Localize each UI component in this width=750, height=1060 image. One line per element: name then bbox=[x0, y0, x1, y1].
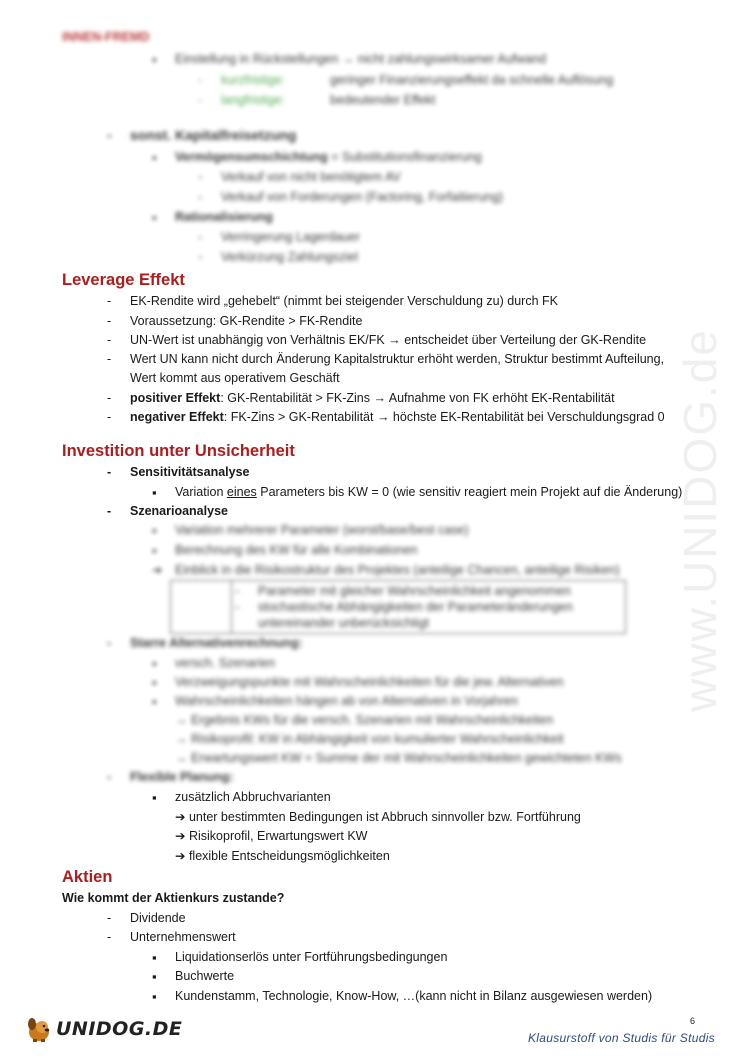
aktien-item: - Dividende bbox=[130, 911, 186, 925]
scenario-heading: - Szenarioanalyse bbox=[130, 504, 228, 518]
aktien-subitem: ▪ Kundenstamm, Technologie, Know-How, …(kann nicht in Bilanz ausgewiesen werden) bbox=[175, 989, 652, 1003]
blur-line: - stochastische Abhängigkeiten der Parameteränderungen bbox=[258, 600, 573, 614]
innen-fremd-heading: INNEN-FREMD bbox=[62, 30, 150, 44]
blur-line: → Erwartungswert KW = Summe der mit Wahrscheinlichkeiten gewichteten KWs bbox=[175, 751, 622, 765]
blur-heading: - Starre Alternativenrechnung: bbox=[130, 636, 303, 650]
blur-line: bedeutender Effekt bbox=[330, 93, 436, 107]
blur-line: untereinander unberücksichtigt bbox=[258, 616, 429, 630]
blur-line: ▪ versch. Szenarien bbox=[175, 656, 275, 670]
blur-line: geringer Finanzierungseffekt da schnelle Auflösung bbox=[330, 73, 614, 87]
flexible-item: ➔ unter bestimmten Bedingungen ist Abbruch sinnvoller bzw. Fortführung bbox=[175, 810, 581, 824]
watermark: www.UNIDOG.de bbox=[674, 328, 726, 712]
leverage-item-cont: Wert kommt aus operativem Geschäft bbox=[130, 371, 340, 385]
flexible-item: ➔ Risikoprofil, Erwartungswert KW bbox=[175, 829, 368, 843]
sensitivity-item: ▪ Variation eines Parameters bis KW = 0 (wie sensitiv reagiert mein Projekt auf die Änderung) bbox=[175, 485, 682, 499]
arrow-icon: ➔ bbox=[175, 810, 189, 824]
blur-line: ▪ Einstellung in Rückstellungen → nicht zahlungswirksamer Aufwand bbox=[175, 52, 546, 66]
blur-line: ▪ Wahrscheinlichkeiten hängen ab von Alternativen in Vorjahren bbox=[175, 694, 518, 708]
footer-tagline: Klausurstoff von Studis für Studis bbox=[528, 1031, 715, 1045]
leverage-item: - UN-Wert ist unabhängig von Verhältnis EK/FK → entscheidet über Verteilung der GK-Rendite bbox=[130, 333, 646, 347]
blur-heading: - Flexible Planung: bbox=[130, 770, 234, 784]
flexible-item: ▪ zusätzlich Abbruchvarianten bbox=[175, 790, 331, 804]
arrow-icon: ➔ bbox=[175, 849, 189, 863]
blur-line: - Verkauf von Forderungen (Factoring, Forfaitierung) bbox=[221, 190, 503, 204]
blur-line: - Verringerung Lagerdauer bbox=[221, 230, 360, 244]
leverage-item: - Voraussetzung: GK-Rendite > FK-Rendite bbox=[130, 314, 362, 328]
aktien-heading: Aktien bbox=[62, 868, 113, 886]
aktien-subitem: ▪ Liquidationserlös unter Fortführungsbedingungen bbox=[175, 950, 447, 964]
blur-line: → Ergebnis KWs für die versch. Szenarien mit Wahrscheinlichkeiten bbox=[175, 713, 554, 727]
investition-heading: Investition unter Unsicherheit bbox=[62, 442, 295, 460]
blur-line: → Risikoprofil: KW in Abhängigkeit von kumulierter Wahrscheinlichkeit bbox=[175, 732, 564, 746]
aktien-subheading: Wie kommt der Aktienkurs zustande? bbox=[62, 891, 285, 905]
arrow-icon: ➔ bbox=[175, 829, 189, 843]
leverage-negative: - negativer Effekt: FK-Zins > GK-Rentabilität → höchste EK-Rentabilität bei Verschuldungsgrad 0 bbox=[130, 410, 665, 424]
blur-line: - Parameter mit gleicher Wahrscheinlichkeit angenommen bbox=[258, 584, 571, 598]
blur-line: ➔ Einblick in die Risikostruktur des Projektes (anteilige Chancen, anteilige Risiken) bbox=[175, 563, 620, 577]
aktien-subitem: ▪ Buchwerte bbox=[175, 969, 234, 983]
blur-line: ▪ Vermögensumschichtung = Substitutionsfinanzierung bbox=[175, 150, 482, 164]
sensitivity-heading: - Sensitivitätsanalyse bbox=[130, 465, 250, 479]
blur-line: - Verkürzung Zahlungsziel bbox=[221, 250, 358, 264]
blur-label: - kurzfristige: bbox=[221, 73, 285, 87]
leverage-item: - EK-Rendite wird „gehebelt“ (nimmt bei steigender Verschuldung zu) durch FK bbox=[130, 294, 558, 308]
blur-line: ▪ Rationalisierung bbox=[175, 210, 273, 224]
page-number: 6 bbox=[690, 1016, 696, 1026]
blur-label: - langfristige: bbox=[221, 93, 285, 107]
dog-icon bbox=[24, 1015, 54, 1043]
blur-line: ▪ Variation mehrerer Parameter (worst/base/best case) bbox=[175, 523, 469, 537]
leverage-positive: - positiver Effekt: GK-Rentabilität > FK-Zins → Aufnahme von FK erhöht EK-Rentabilität bbox=[130, 391, 615, 405]
blur-line: - Verkauf von nicht benötigtem AV bbox=[221, 170, 401, 184]
flexible-item: ➔ flexible Entscheidungsmöglichkeiten bbox=[175, 849, 390, 863]
aktien-item: - Unternehmenswert bbox=[130, 930, 236, 944]
unidog-logo: UNIDOG.DE bbox=[24, 1015, 182, 1043]
leverage-item: - Wert UN kann nicht durch Änderung Kapitalstruktur erhöht werden, Struktur bestimmt Aufteilung, bbox=[130, 352, 664, 366]
leverage-heading: Leverage Effekt bbox=[62, 271, 185, 289]
blur-line: ▪ Berechnung des KW für alle Kombinationen bbox=[175, 543, 418, 557]
blur-line: ▪ Verzweigungspunkte mit Wahrscheinlichkeiten für die jew. Alternativen bbox=[175, 675, 564, 689]
blur-heading: - sonst. Kapitalfreisetzung bbox=[130, 127, 296, 143]
